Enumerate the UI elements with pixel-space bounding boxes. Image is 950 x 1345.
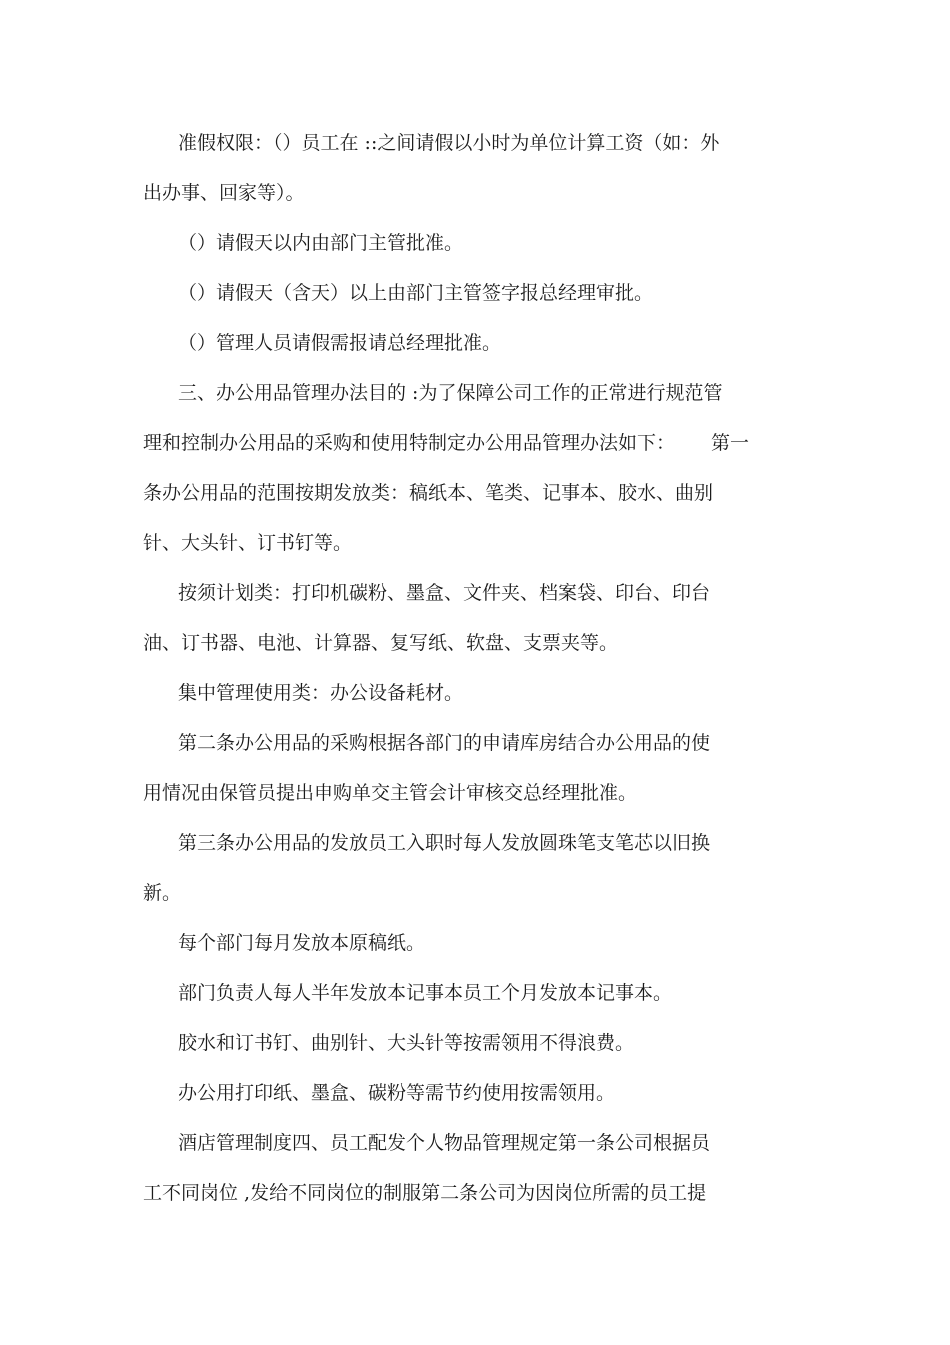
- paragraph-line: 部门负责人每人半年发放本记事本员工个月发放本记事本。: [178, 982, 673, 1004]
- paragraph-line: 集中管理使用类：办公设备耗材。: [178, 682, 464, 704]
- paragraph-text: 第一: [711, 432, 750, 454]
- paragraph-line: 工不同岗位 ,发给不同岗位的制服第二条公司为因岗位所需的员工提: [143, 1182, 707, 1204]
- paragraph-line: 按须计划类：打印机碳粉、墨盒、文件夹、档案袋、印台、印台: [178, 582, 711, 604]
- paragraph-line: 酒店管理制度四、员工配发个人物品管理规定第一条公司根据员: [178, 1132, 711, 1154]
- paragraph-line: （）管理人员请假需报请总经理批准。: [178, 332, 502, 354]
- paragraph-line: （）请假天（含天）以上由部门主管签字报总经理审批。: [178, 282, 654, 304]
- paragraph-line: 条办公用品的范围按期发放类：稿纸本、笔类、记事本、胶水、曲别: [143, 482, 714, 504]
- paragraph-text: 理和控制办公用品的采购和使用特制定办公用品管理办法如下：: [143, 432, 676, 454]
- paragraph-line: 第三条办公用品的发放员工入职时每人发放圆珠笔支笔芯以旧换: [178, 832, 711, 854]
- paragraph-line: 针、大头针、订书钉等。: [143, 532, 353, 554]
- paragraph-line: 第二条办公用品的采购根据各部门的申请库房结合办公用品的使: [178, 732, 711, 754]
- paragraph-line: 出办事、回家等）。: [143, 182, 305, 204]
- paragraph-line: 准假权限：（）员工在 ::之间请假以小时为单位计算工资（如：外: [178, 132, 720, 154]
- paragraph-line: 每个部门每月发放本原稿纸。: [178, 932, 426, 954]
- paragraph-line: 新。: [143, 882, 182, 904]
- paragraph-line: 油、订书器、电池、计算器、复写纸、软盘、支票夹等。: [143, 632, 619, 654]
- paragraph-line: 三、办公用品管理办法目的 :为了保障公司工作的正常进行规范管: [178, 382, 723, 404]
- paragraph-line: 用情况由保管员提出申购单交主管会计审核交总经理批准。: [143, 782, 638, 804]
- paragraph-line: 胶水和订书钉、曲别针、大头针等按需领用不得浪费。: [178, 1032, 635, 1054]
- paragraph-line: [143, 431, 749, 455]
- paragraph-line: 办公用打印纸、墨盒、碳粉等需节约使用按需领用。: [178, 1082, 616, 1104]
- paragraph-line: （）请假天以内由部门主管批准。: [178, 232, 464, 254]
